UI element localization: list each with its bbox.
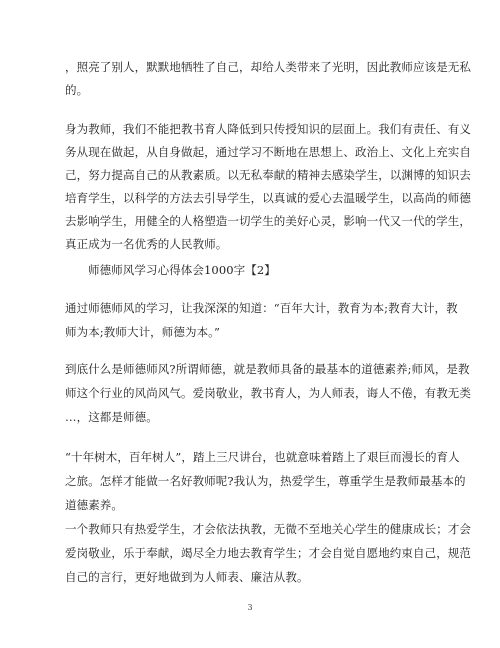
paragraph-3-line-1: 通过师德师风的学习，让我深深的知道：“百年大计，教育为本;教育大计，教 <box>65 301 458 315</box>
paragraph-4-line-2: 师这个行业的风尚风气。爱岗敬业，教书育人，为人师表，诲人不倦，有教无类 <box>65 386 471 400</box>
section-heading: 师德师风学习心得体会1000字【2】 <box>88 263 276 277</box>
paragraph-2-line-6: 真正成为一名优秀的人民教师。 <box>65 237 228 251</box>
paragraph-5-line-3: 道德素养。 <box>65 498 123 512</box>
paragraph-2-line-1: 身为教师，我们不能把教书育人降低到只传授知识的层面上。我们有责任、有义 <box>65 122 471 136</box>
page-number: 3 <box>247 603 253 612</box>
paragraph-2-line-2: 务从现在做起，从自身做起，通过学习不断地在思想上、政治上、文化上充实自 <box>65 145 471 159</box>
paragraph-6-line-3: 自己的言行，更好地做到为人师表、廉洁从教。 <box>65 570 309 584</box>
paragraph-3-line-2: 师为本;教师大计，师德为本。” <box>65 325 221 339</box>
paragraph-1-line-2: 的。 <box>65 83 89 97</box>
paragraph-1-line-1: ，照亮了别人，默默地牺牲了自己，却给人类带来了光明，因此教师应该是无私 <box>65 60 471 74</box>
paragraph-4-line-1: 到底什么是师德师风?所谓师德，就是教师具备的最基本的道德素养;师风，是教 <box>65 362 470 376</box>
paragraph-5-line-1: “十年树木，百年树人”，踏上三尺讲台，也就意味着踏上了艰巨而漫长的育人 <box>65 450 460 464</box>
paragraph-2-line-3: 己，努力提高自己的从教素质。以无私奉献的精神去感染学生，以渊博的知识去 <box>65 168 471 182</box>
paragraph-5-line-2: 之旅。怎样才能做一名好教师呢?我认为，热爱学生，尊重学生是教师最基本的 <box>65 474 466 488</box>
paragraph-2-line-5: 去影响学生，用健全的人格塑造一切学生的美好心灵，影响一代又一代的学生， <box>65 214 471 228</box>
paragraph-6-line-2: 爱岗敬业，乐于奉献，竭尽全力地去教育学生；才会自觉自愿地约束自己，规范 <box>65 546 471 560</box>
paragraph-6-line-1: 一个教师只有热爱学生，才会依法执教，无微不至地关心学生的健康成长；才会 <box>65 522 471 536</box>
paragraph-4-line-3: …，这都是师德。 <box>65 410 158 424</box>
paragraph-2-line-4: 培育学生，以科学的方法去引导学生，以真诚的爱心去温暖学生，以高尚的师德 <box>65 191 471 205</box>
